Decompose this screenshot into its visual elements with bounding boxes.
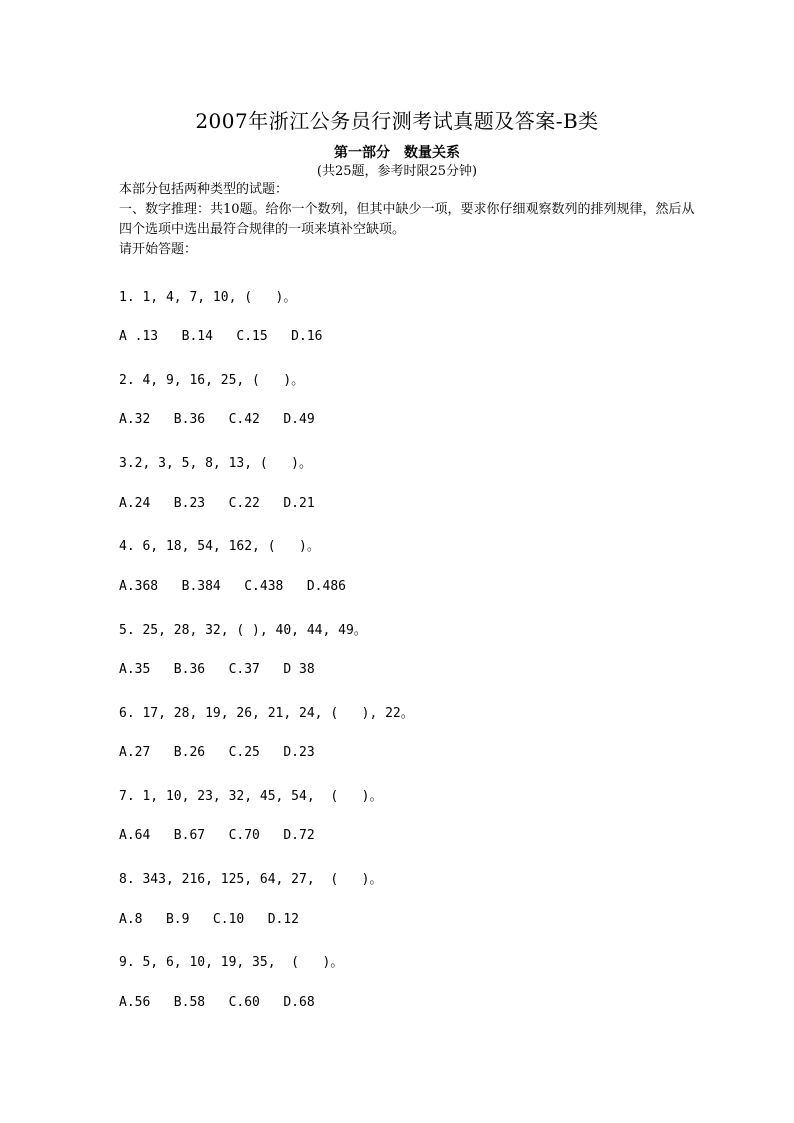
section-title: 第一部分 数量关系 bbox=[334, 145, 460, 161]
options-5: A.35 B.36 C.37 D 38 bbox=[119, 662, 315, 677]
options-4: A.368 B.384 C.438 D.486 bbox=[119, 579, 346, 594]
options-9: A.56 B.58 C.60 D.68 bbox=[119, 995, 315, 1010]
document-title: 2007年浙江公务员行测考试真题及答案-B类 bbox=[195, 109, 599, 133]
instructions-paragraph: 一、数字推理：共10题。给你一个数列，但其中缺少一项，要求你仔细观察数列的排列规律，然后从四个选项中选出最符合规律的一项来填补空缺项。 bbox=[119, 202, 695, 237]
question-3: 3.2, 3, 5, 8, 13, ( )。 bbox=[119, 456, 313, 471]
options-7: A.64 B.67 C.70 D.72 bbox=[119, 828, 315, 843]
start-prompt: 请开始答题： bbox=[119, 242, 198, 257]
question-5: 5. 25, 28, 32, ( ), 40, 44, 49。 bbox=[119, 623, 367, 638]
time-limit-note: (共25题，参考时限25分钟) bbox=[316, 164, 478, 179]
question-7: 7. 1, 10, 23, 32, 45, 54, ( )。 bbox=[119, 789, 383, 804]
question-6: 6. 17, 28, 19, 26, 21, 24, ( ), 22。 bbox=[119, 706, 414, 721]
options-6: A.27 B.26 C.25 D.23 bbox=[119, 745, 315, 760]
options-2: A.32 B.36 C.42 D.49 bbox=[119, 412, 315, 427]
intro-text: 本部分包括两种类型的试题： bbox=[119, 182, 289, 197]
options-1: A .13 B.14 C.15 D.16 bbox=[119, 329, 323, 344]
question-1: 1. 1, 4, 7, 10, ( )。 bbox=[119, 290, 297, 305]
question-2: 2. 4, 9, 16, 25, ( )。 bbox=[119, 373, 305, 388]
options-8: A.8 B.9 C.10 D.12 bbox=[119, 912, 300, 927]
question-4: 4. 6, 18, 54, 162, ( )。 bbox=[119, 539, 320, 554]
question-8: 8. 343, 216, 125, 64, 27, ( )。 bbox=[119, 872, 383, 887]
question-9: 9. 5, 6, 10, 19, 35, ( )。 bbox=[119, 955, 344, 970]
options-3: A.24 B.23 C.22 D.21 bbox=[119, 496, 315, 511]
